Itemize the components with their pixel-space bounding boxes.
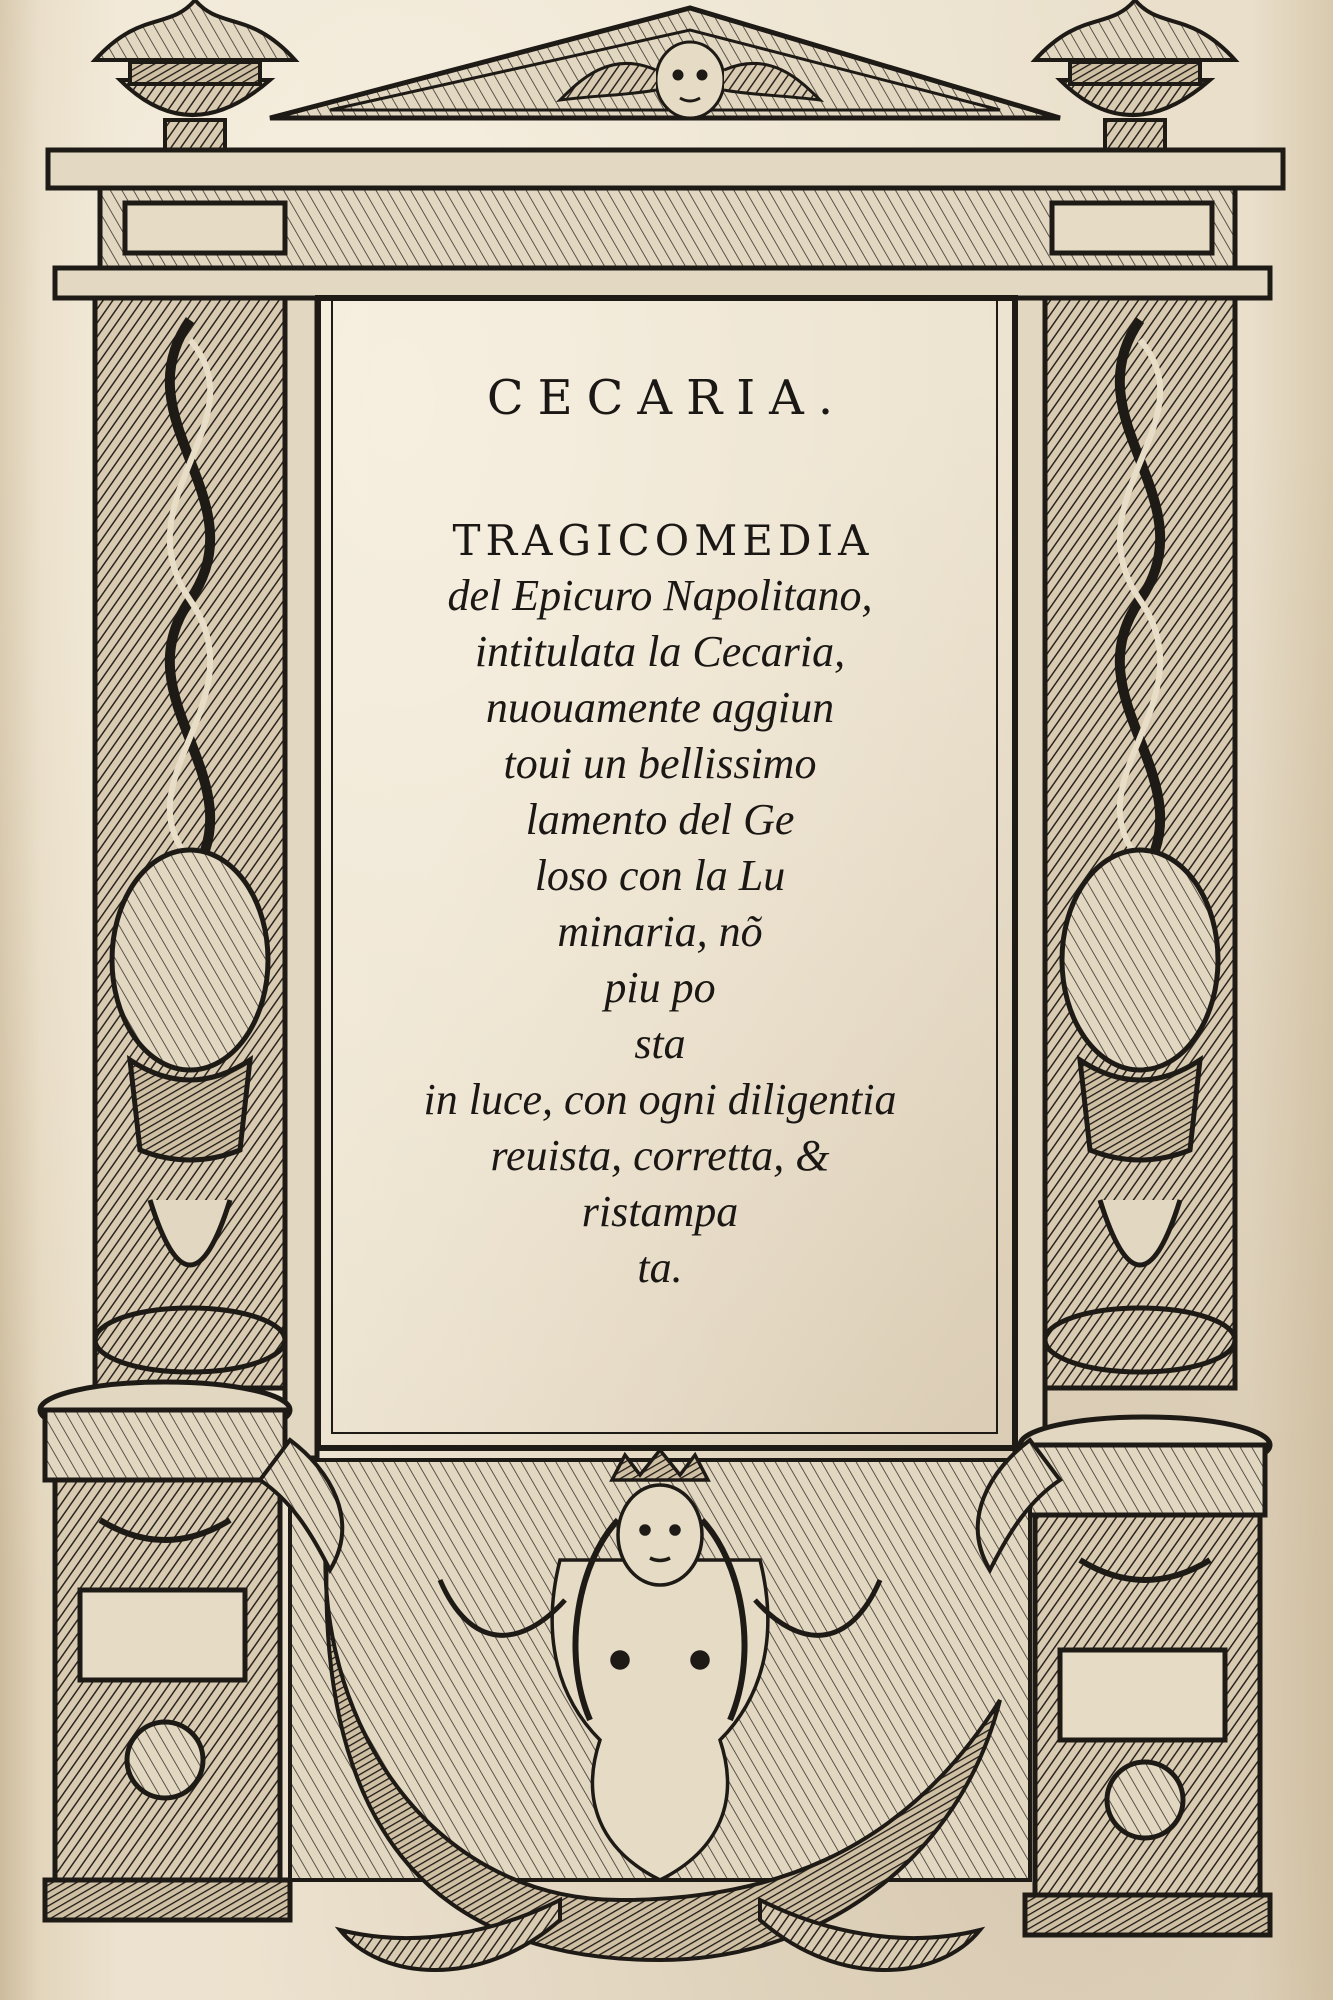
title-line-7: minaria, nõ <box>557 907 763 956</box>
title-text-block <box>330 360 990 1360</box>
urn-left <box>95 0 295 150</box>
column-left <box>95 298 317 1458</box>
book-genre: TRAGICOMEDIA <box>452 516 874 565</box>
entablature <box>48 150 1283 298</box>
title-line-1: del Epicuro Napolitano, <box>447 571 873 620</box>
title-line-13: ta. <box>637 1243 683 1292</box>
column-right <box>1015 298 1235 1458</box>
pedestal-right <box>1020 1417 1270 1935</box>
pedestal-left <box>40 1382 290 1920</box>
title-line-8: piu po <box>604 963 716 1012</box>
urn-right <box>1035 0 1235 150</box>
title-line-9: sta <box>634 1019 686 1068</box>
title-line-5: lamento del Ge <box>525 795 795 844</box>
title-line-10: in luce, con ogni diligentia <box>423 1075 897 1124</box>
title-line-4: toui un bellissimo <box>503 739 817 788</box>
title-line-12: ristampa <box>581 1187 739 1236</box>
book-title: CECARIA. <box>486 370 848 426</box>
title-line-11: reuista, corretta, & <box>490 1131 830 1180</box>
title-line-6: loso con la Lu <box>534 851 786 900</box>
title-line-2: intitulata la Cecaria, <box>474 627 846 676</box>
title-line-3: nuouamente aggiun <box>485 683 835 732</box>
